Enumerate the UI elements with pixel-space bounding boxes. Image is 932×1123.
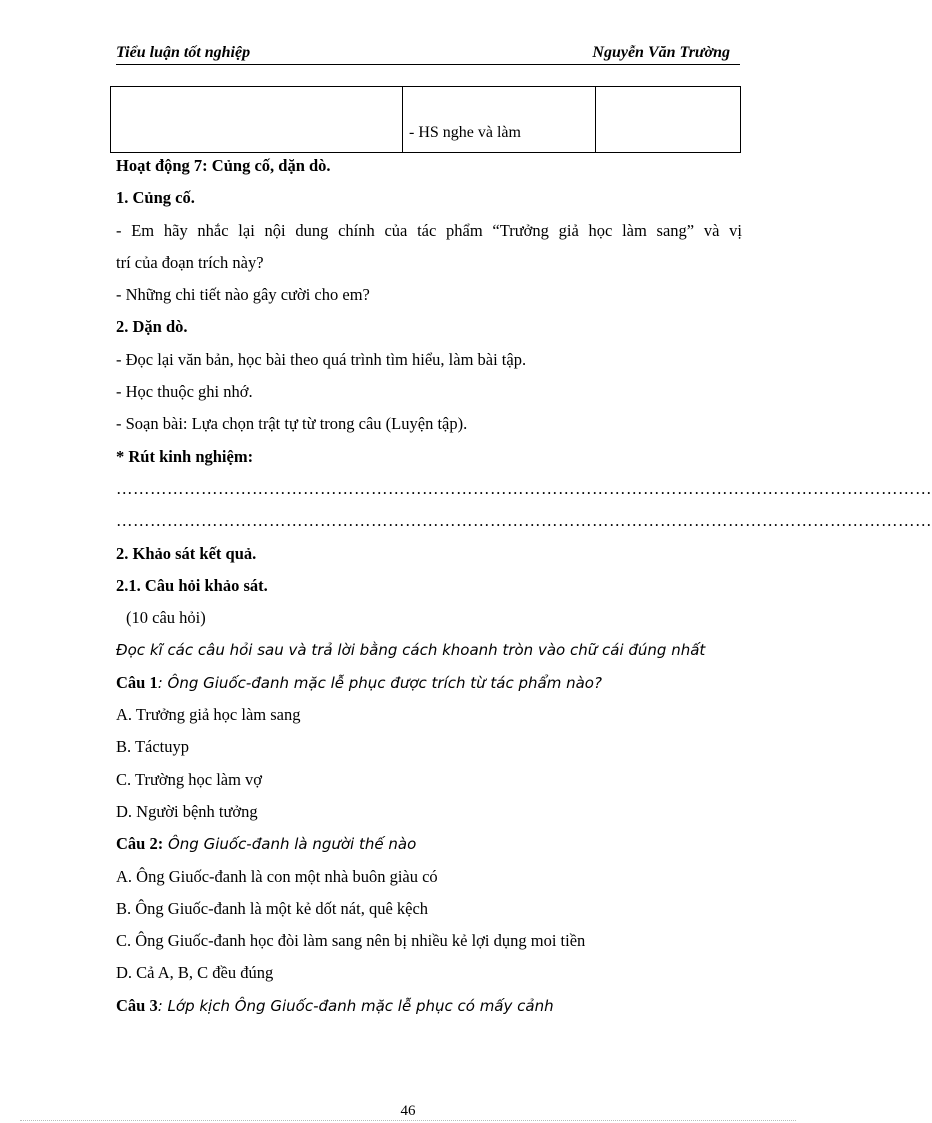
header-title: Tiểu luận tốt nghiệp [116, 44, 251, 61]
homework-item: - Đọc lại văn bản, học bài theo quá trình tìm hiểu, làm bài tập. [116, 349, 527, 369]
page-bottom-divider [20, 1120, 796, 1121]
table-cell-empty-3 [596, 87, 741, 153]
homework-item: - Học thuộc ghi nhớ. [116, 382, 253, 402]
page-header [116, 42, 740, 65]
homework-item: - Soạn bài: Lựa chọn trật tự từ trong câu (Luyện tập). [116, 414, 468, 434]
lesson-table-fragment [110, 86, 741, 153]
header-author: Nguyễn Văn Trường [592, 44, 730, 61]
consolidation-question-2: - Những chi tiết nào gây cười cho em? [116, 285, 370, 305]
dotted-line-1: ……………………………………………………………………………………………………………………………… [116, 478, 932, 498]
question-2-option: B. Ông Giuốc-đanh là một kẻ dốt nát, quê kệch [116, 898, 429, 918]
question-1-text: : Ông Giuốc-đanh mặc lễ phục được trích từ tác phẩm nào? [157, 673, 602, 692]
question-2-text: Ông Giuốc-đanh là người thế nào [163, 835, 417, 854]
question-3-label: Câu 3 [116, 995, 158, 1015]
question-2-option: C. Ông Giuốc-đanh học đòi làm sang nên bị nhiều kẻ lợi dụng moi tiền [116, 931, 586, 951]
question-1-option: B. Táctuyp [116, 737, 190, 757]
consolidation-question-1: - Em hãy nhắc lại nội dung chính của tác phẩm “Trưởng giả học làm sang” và vị [116, 220, 742, 240]
question-1-option: D. Người bệnh tưởng [116, 801, 258, 821]
consolidation-heading: 1. Củng cố. [116, 188, 195, 208]
table-cell-student-activity: - HS nghe và làm [403, 87, 596, 153]
question-2-option: A. Ông Giuốc-đanh là con một nhà buôn giàu có [116, 866, 438, 886]
experience-heading: * Rút kinh nghiệm: [116, 446, 254, 466]
instruction: Đọc kĩ các câu hỏi sau và trả lời bằng cách khoanh tròn vào chữ cái đúng nhất [116, 641, 706, 660]
question-1-label: Câu 1 [116, 672, 158, 692]
question-1-option: A. Trưởng giả học làm sang [116, 705, 301, 725]
activity-title: Hoạt động 7: Củng cố, dặn dò. [116, 156, 331, 175]
question-2-label: Câu 2: [116, 834, 164, 854]
consolidation-question-1-cont: trí của đoạn trích này? [116, 252, 264, 272]
homework-heading: 2. Dặn dò. [116, 317, 188, 337]
question-count: (10 câu hỏi) [126, 608, 206, 628]
dotted-line-2: ……………………………………………………………………………………………………………………………… [116, 511, 932, 531]
survey-heading: 2. Khảo sát kết quả. [116, 543, 257, 563]
question-2 [116, 828, 742, 860]
page-body [116, 150, 932, 1022]
survey-sub-heading: 2.1. Câu hỏi khảo sát. [116, 575, 268, 595]
table-cell-empty-1 [111, 87, 403, 153]
question-3 [116, 990, 742, 1022]
question-3-text: : Lớp kịch Ông Giuốc-đanh mặc lễ phục có mấy cảnh [157, 996, 554, 1015]
question-1 [116, 667, 742, 699]
page-number: 46 [400, 1103, 416, 1119]
question-2-option: D. Cả A, B, C đều đúng [116, 963, 274, 983]
question-1-option: C. Trường học làm vợ [116, 769, 263, 789]
